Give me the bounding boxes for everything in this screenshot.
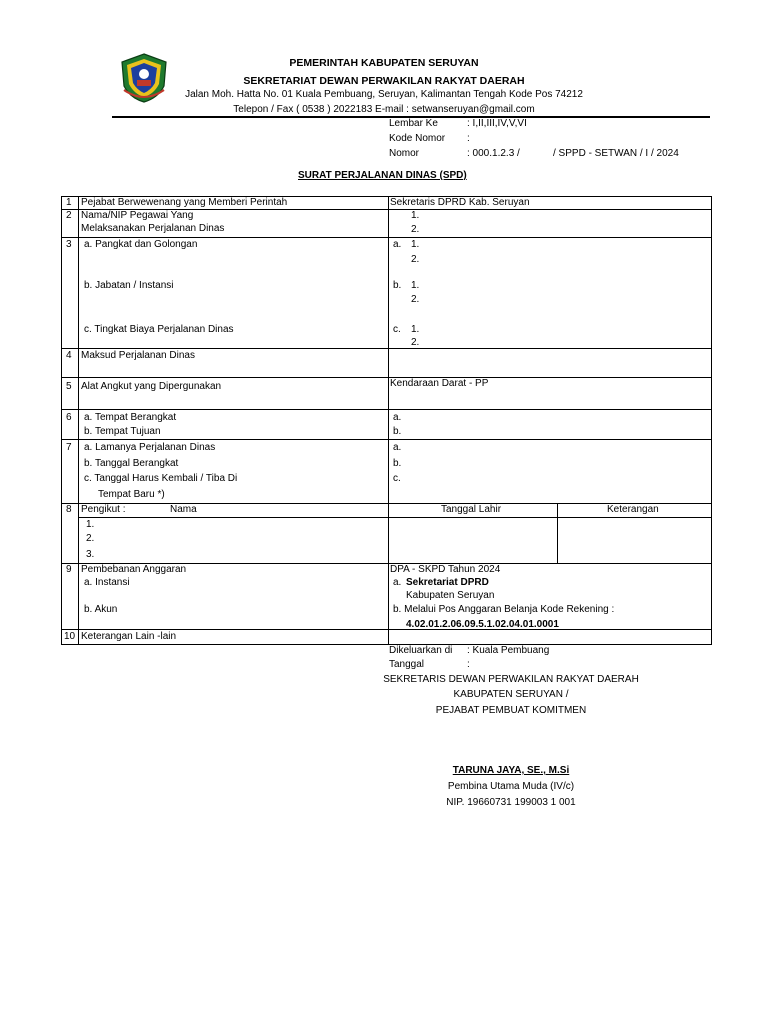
row3-value-c: c. bbox=[393, 324, 401, 335]
row7-item-b: b. Tanggal Berangkat bbox=[84, 458, 179, 469]
row5-value: Kendaraan Darat - PP bbox=[390, 378, 489, 389]
row3-item-b: b. Jabatan / Instansi bbox=[84, 280, 174, 291]
lembar-label: Lembar Ke bbox=[389, 118, 438, 129]
row3-a-2: 2. bbox=[411, 254, 420, 265]
header-secretariat-name: SEKRETARIAT DEWAN PERWAKILAN RAKYAT DAERAH bbox=[243, 75, 525, 87]
row8-pengikut-2: 2. bbox=[86, 533, 95, 544]
nomor-suffix: / SPPD - SETWAN / I / 2024 bbox=[553, 148, 679, 159]
row8-col-keterangan: Keterangan bbox=[607, 504, 659, 515]
row3-number: 3 bbox=[66, 239, 72, 250]
row6-item-a: a. Tempat Berangkat bbox=[84, 412, 177, 423]
row3-c-1: 1. bbox=[411, 324, 420, 335]
row7-number: 7 bbox=[66, 442, 72, 453]
row3-value-b: b. bbox=[393, 280, 402, 291]
row6-value-a: a. bbox=[393, 412, 402, 423]
header-government-name: PEMERINTAH KABUPATEN SERUYAN bbox=[289, 57, 479, 69]
row9-value-a-prefix: a. bbox=[393, 577, 402, 588]
row7-value-b: b. bbox=[393, 458, 402, 469]
row3-b-1: 1. bbox=[411, 280, 420, 291]
row7-value-a: a. bbox=[393, 442, 402, 453]
row3-c-2: 2. bbox=[411, 337, 420, 348]
signer-title-line2: KABUPATEN SERUYAN / bbox=[453, 689, 569, 700]
tanggal-value: : bbox=[467, 659, 470, 670]
nomor-value: : 000.1.2.3 / bbox=[467, 148, 520, 159]
row9-value: DPA - SKPD Tahun 2024 bbox=[390, 564, 501, 575]
row7-item-a: a. Lamanya Perjalanan Dinas bbox=[84, 442, 216, 453]
row1-number: 1 bbox=[66, 197, 72, 208]
row8-col-tanggal-lahir: Tanggal Lahir bbox=[441, 504, 502, 515]
signer-nip: NIP. 19660731 199003 1 001 bbox=[446, 797, 576, 808]
row6-item-b: b. Tempat Tujuan bbox=[84, 426, 161, 437]
tanggal-label: Tanggal bbox=[389, 659, 425, 670]
row9-value-b: b. Melalui Pos Anggaran Belanja Kode Rekening : bbox=[393, 604, 615, 615]
header-contact: Telepon / Fax ( 0538 ) 2022183 E-mail : setwanseruyan@gmail.com bbox=[233, 104, 535, 115]
row5-number: 5 bbox=[66, 381, 72, 392]
row4-label: Maksud Perjalanan Dinas bbox=[81, 350, 195, 361]
signer-name: TARUNA JAYA, SE., M.Si bbox=[452, 765, 570, 776]
signer-name-wrap bbox=[311, 765, 711, 776]
kode-nomor-value: : bbox=[467, 133, 470, 144]
row9-kode-rekening: 4.02.01.2.06.09.5.1.02.04.01.0001 bbox=[406, 619, 559, 630]
row6-value-b: b. bbox=[393, 426, 402, 437]
row3-item-a: a. Pangkat dan Golongan bbox=[84, 239, 198, 250]
row4-number: 4 bbox=[66, 350, 72, 361]
row5-label: Alat Angkut yang Dipergunakan bbox=[81, 381, 222, 392]
header-address: Jalan Moh. Hatta No. 01 Kuala Pembuang, Seruyan, Kalimantan Tengah Kode Pos 74212 bbox=[185, 89, 583, 100]
lembar-value: : I,II,III,IV,V,VI bbox=[467, 118, 527, 129]
row6-number: 6 bbox=[66, 412, 72, 423]
signer-rank: Pembina Utama Muda (IV/c) bbox=[447, 781, 575, 792]
row8-label: Pengikut : bbox=[81, 504, 126, 515]
row1-label: Pejabat Berwewenang yang Memberi Perintah bbox=[81, 197, 288, 208]
row9-number: 9 bbox=[66, 564, 72, 575]
row9-item-a: a. Instansi bbox=[84, 577, 130, 588]
row3-item-c: c. Tingkat Biaya Perjalanan Dinas bbox=[84, 324, 234, 335]
row7-value-c: c. bbox=[393, 473, 401, 484]
row1-value: Sekretaris DPRD Kab. Seruyan bbox=[390, 197, 530, 208]
row9-item-b: b. Akun bbox=[84, 604, 118, 615]
nomor-label: Nomor bbox=[389, 148, 420, 159]
row10-label: Keterangan Lain -lain bbox=[81, 631, 177, 642]
row9-value-a-line2: Kabupaten Seruyan bbox=[406, 590, 495, 601]
row8-number: 8 bbox=[66, 504, 72, 515]
kode-nomor-label: Kode Nomor bbox=[389, 133, 446, 144]
row8-pengikut-3: 3. bbox=[86, 549, 95, 560]
row8-col-nama: Nama bbox=[170, 504, 197, 515]
signer-title-line1: SEKRETARIS DEWAN PERWAKILAN RAKYAT DAERAH bbox=[383, 674, 639, 685]
dikeluarkan-value: : Kuala Pembuang bbox=[467, 645, 550, 656]
row9-value-a: Sekretariat DPRD bbox=[406, 577, 489, 588]
row2-value-2: 2. bbox=[411, 224, 420, 235]
document-title: SURAT PERJALANAN DINAS (SPD) bbox=[298, 170, 467, 181]
row8-pengikut-1: 1. bbox=[86, 519, 95, 530]
row2-value-1: 1. bbox=[411, 210, 420, 221]
dikeluarkan-label: Dikeluarkan di bbox=[389, 645, 453, 656]
row3-value-a: a. bbox=[393, 239, 402, 250]
signer-title-line3: PEJABAT PEMBUAT KOMITMEN bbox=[435, 705, 587, 716]
row7-item-c-line1: c. Tanggal Harus Kembali / Tiba Di bbox=[84, 473, 238, 484]
row2-label-line1: Nama/NIP Pegawai Yang bbox=[81, 210, 194, 221]
row2-label-line2: Melaksanakan Perjalanan Dinas bbox=[81, 223, 225, 234]
row2-number: 2 bbox=[66, 210, 72, 221]
row9-label: Pembebanan Anggaran bbox=[81, 564, 187, 575]
row10-number: 10 bbox=[64, 631, 76, 642]
row3-b-2: 2. bbox=[411, 294, 420, 305]
row7-item-c-line2: Tempat Baru *) bbox=[98, 489, 165, 500]
row3-a-1: 1. bbox=[411, 239, 420, 250]
